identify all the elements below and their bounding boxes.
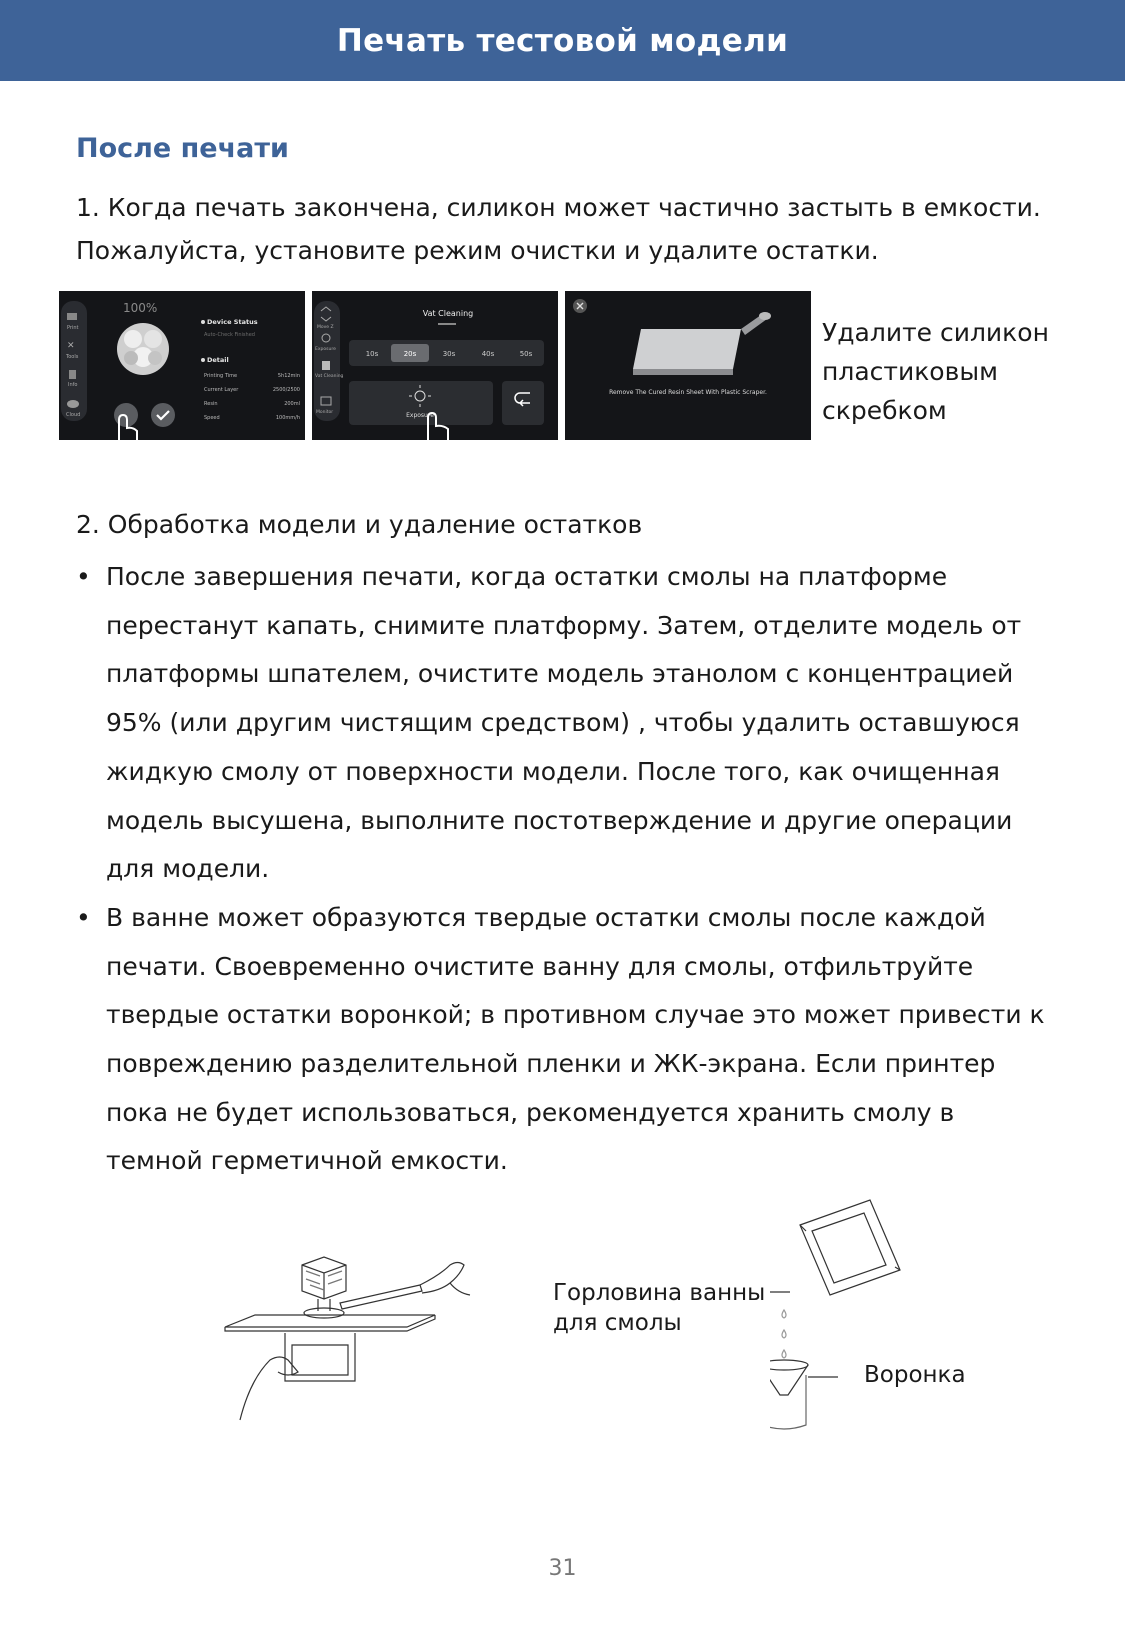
header-bar bbox=[0, 0, 1125, 81]
step2-bullet-list bbox=[76, 553, 1056, 1186]
detail-row-label: Printing Time bbox=[204, 373, 238, 379]
page-title: Печать тестовой модели bbox=[336, 22, 789, 59]
time-option: 20s bbox=[403, 350, 417, 358]
time-option: 10s bbox=[365, 350, 379, 358]
bullet-symbol: • bbox=[76, 562, 91, 591]
print-icon bbox=[67, 313, 77, 320]
auto-check-text: Auto-Check Finished bbox=[204, 332, 255, 338]
spatula-illustration bbox=[220, 1255, 480, 1429]
detail-row-label: Resin bbox=[204, 401, 218, 407]
list-item bbox=[76, 894, 1056, 1186]
scraper-message: Remove The Cured Resin Sheet With Plastic Scraper. bbox=[609, 389, 767, 396]
detail-row-value: 100mm/h bbox=[275, 415, 300, 421]
model-render-icon bbox=[117, 323, 169, 375]
sidebar-label-move-z: Move Z bbox=[317, 325, 334, 330]
vat-cleaning-side-icon bbox=[322, 361, 330, 370]
left-hand-icon bbox=[240, 1357, 298, 1420]
build-platform bbox=[225, 1315, 435, 1327]
detail-row-value: 200ml bbox=[284, 401, 300, 407]
page-number: 31 bbox=[548, 1556, 577, 1581]
list-item bbox=[76, 553, 1056, 894]
resin-drops bbox=[782, 1310, 786, 1358]
step1-text: 1. Когда печать закончена, силикон может частично застыть в емкости. Пожалуйста, установите режим очистки и удалите остатки. bbox=[76, 193, 1041, 265]
sidebar-label-monitor: Monitor bbox=[316, 410, 334, 415]
tools-icon: ✕ bbox=[67, 341, 75, 351]
screenshot-remove-resin bbox=[565, 291, 811, 440]
resin-vat-icon bbox=[800, 1200, 900, 1295]
cloud-icon bbox=[67, 400, 79, 408]
confirm-button bbox=[151, 403, 175, 427]
step2-title: 2. Обработка модели и удаление остатков bbox=[76, 510, 643, 539]
sidebar-label-cloud: Cloud bbox=[66, 412, 81, 418]
bullet-symbol: • bbox=[76, 902, 91, 932]
right-hand-icon bbox=[420, 1263, 464, 1294]
sidebar-label-tools: Tools bbox=[66, 354, 79, 360]
detail-row-value: 5h12min bbox=[277, 373, 300, 379]
exposure-label: Exposure bbox=[406, 412, 434, 419]
detail-row-label: Current Layer bbox=[204, 387, 239, 393]
sidebar-label-exposure: Exposure bbox=[315, 347, 336, 352]
bullet-text: После завершения печати, когда остатки смолы на платформе перестанут капать, снимите платформу. Затем, отделите модель от платформы шпателем, очистите модель этанолом с концентрацией 95% (или другим чистящим средством) , чтобы удалить оставшуюся жидкую смолу от поверхности модели. После того, как очищенная модель высушена, выполните постотверждение и другие операции для модели. bbox=[106, 562, 1022, 884]
scraper-caption: Удалите силикон пластиковым скребком bbox=[822, 318, 1049, 425]
sidebar-label-info: Info bbox=[68, 382, 78, 388]
spatula-icon bbox=[340, 1285, 422, 1309]
vat-neck-label: Горловина ванны для смолы bbox=[553, 1280, 766, 1336]
screenshot-device-status bbox=[59, 291, 305, 440]
device-status-label: Device Status bbox=[207, 318, 258, 326]
time-option: 40s bbox=[481, 350, 495, 358]
section-title: После печати bbox=[76, 133, 289, 164]
funnel-label: Воронка bbox=[864, 1362, 966, 1388]
sidebar-label-vat-cleaning: Vat Cleaning bbox=[315, 374, 344, 379]
progress-percent: 100% bbox=[123, 301, 158, 315]
funnel-icon bbox=[770, 1360, 808, 1429]
sidebar-label-print: Print bbox=[67, 325, 79, 331]
vat-funnel-illustration bbox=[770, 1195, 920, 1444]
time-option: 50s bbox=[519, 350, 533, 358]
info-icon bbox=[69, 370, 76, 379]
detail-row-value: 2500/2500 bbox=[272, 387, 300, 393]
time-option: 30s bbox=[442, 350, 456, 358]
bullet-text: В ванне может образуются твердые остатки смолы после каждой печати. Своевременно очистите ванну для смолы, отфильтруйте твердые остатки воронкой; в противном случае это может привести к повреждению разделительной пленки и ЖК-экрана. Если принтер пока не будет использоваться, рекомендуется хранить смолу в темной герметичной емкости. bbox=[106, 902, 1045, 1176]
detail-label: Detail bbox=[207, 356, 229, 364]
vat-title: Vat Cleaning bbox=[422, 309, 474, 318]
screenshot-vat-cleaning bbox=[312, 291, 558, 440]
detail-row-label: Speed bbox=[204, 415, 220, 421]
